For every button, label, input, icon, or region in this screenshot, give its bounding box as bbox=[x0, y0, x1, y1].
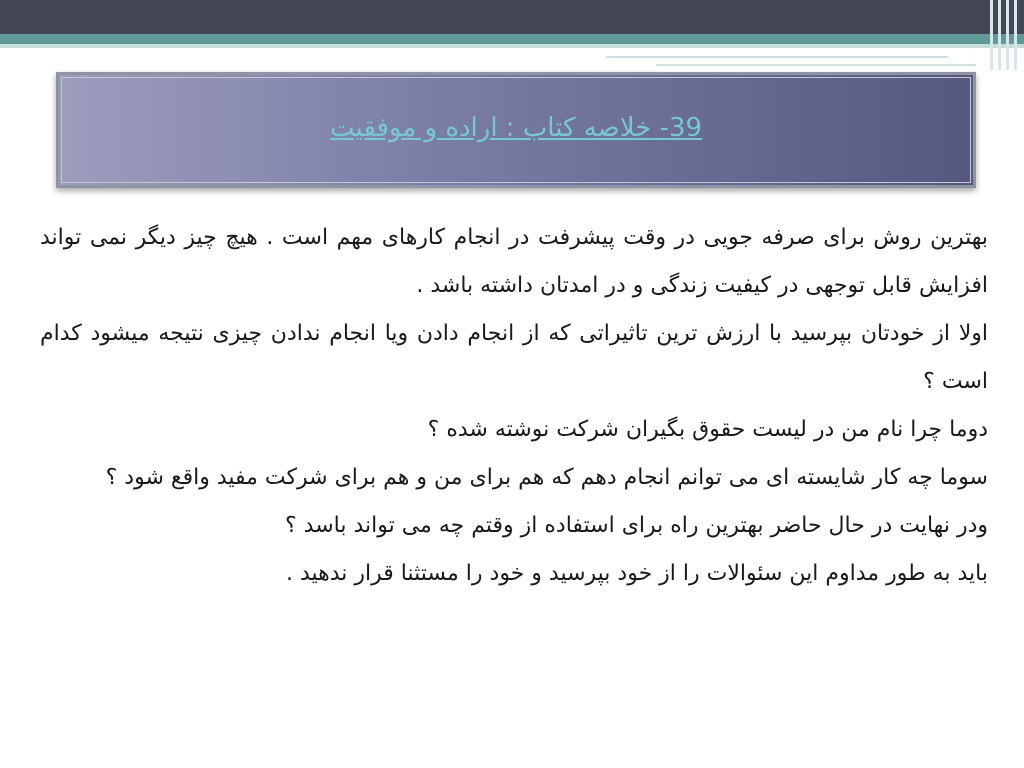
teal-accent-stripe bbox=[0, 34, 1024, 44]
slide-body bbox=[40, 214, 988, 598]
header-band bbox=[0, 0, 1024, 34]
title-box bbox=[56, 72, 976, 188]
slide-title: 39- خلاصه کتاب : اراده و موفقیت bbox=[329, 113, 703, 143]
light-accent-stripe bbox=[0, 44, 1024, 48]
paragraph-intro: بهترین روش برای صرفه جویی در وقت پیشرفت در انجام کارهای مهم است . هیچ چیز دیگر نمی تواند افزایش قابل توجهی در کیفیت زندگی و در امدتان داشته باشد . bbox=[40, 225, 988, 298]
paragraph-second-question: دوما چرا نام من در لیست حقوق بگیران شرکت نوشته شده ؟ bbox=[427, 417, 988, 442]
accent-line-upper bbox=[606, 56, 948, 58]
decorative-vertical-bars bbox=[984, 0, 1024, 70]
paragraph-first-question: اولا از خودتان بپرسید با ارزش ترین تاثیراتی که از انجام دادن ویا انجام ندادن چیزی نتیجه میشود کدام است ؟ bbox=[40, 321, 988, 394]
paragraph-conclusion: باید به طور مداوم این سئوالات را از خود بپرسید و خود را مستثنا قرار ندهید . bbox=[285, 561, 988, 586]
paragraph-third-question: سوما چه کار شایسته ای می توانم انجام دهم که هم برای من و هم برای شرکت مفید واقع شود ؟ bbox=[105, 465, 988, 490]
accent-line-lower bbox=[656, 64, 976, 66]
paragraph-final-question: ودر نهایت در حال حاضر بهترین راه برای استفاده از وقتم چه می تواند باسد ؟ bbox=[284, 513, 988, 538]
